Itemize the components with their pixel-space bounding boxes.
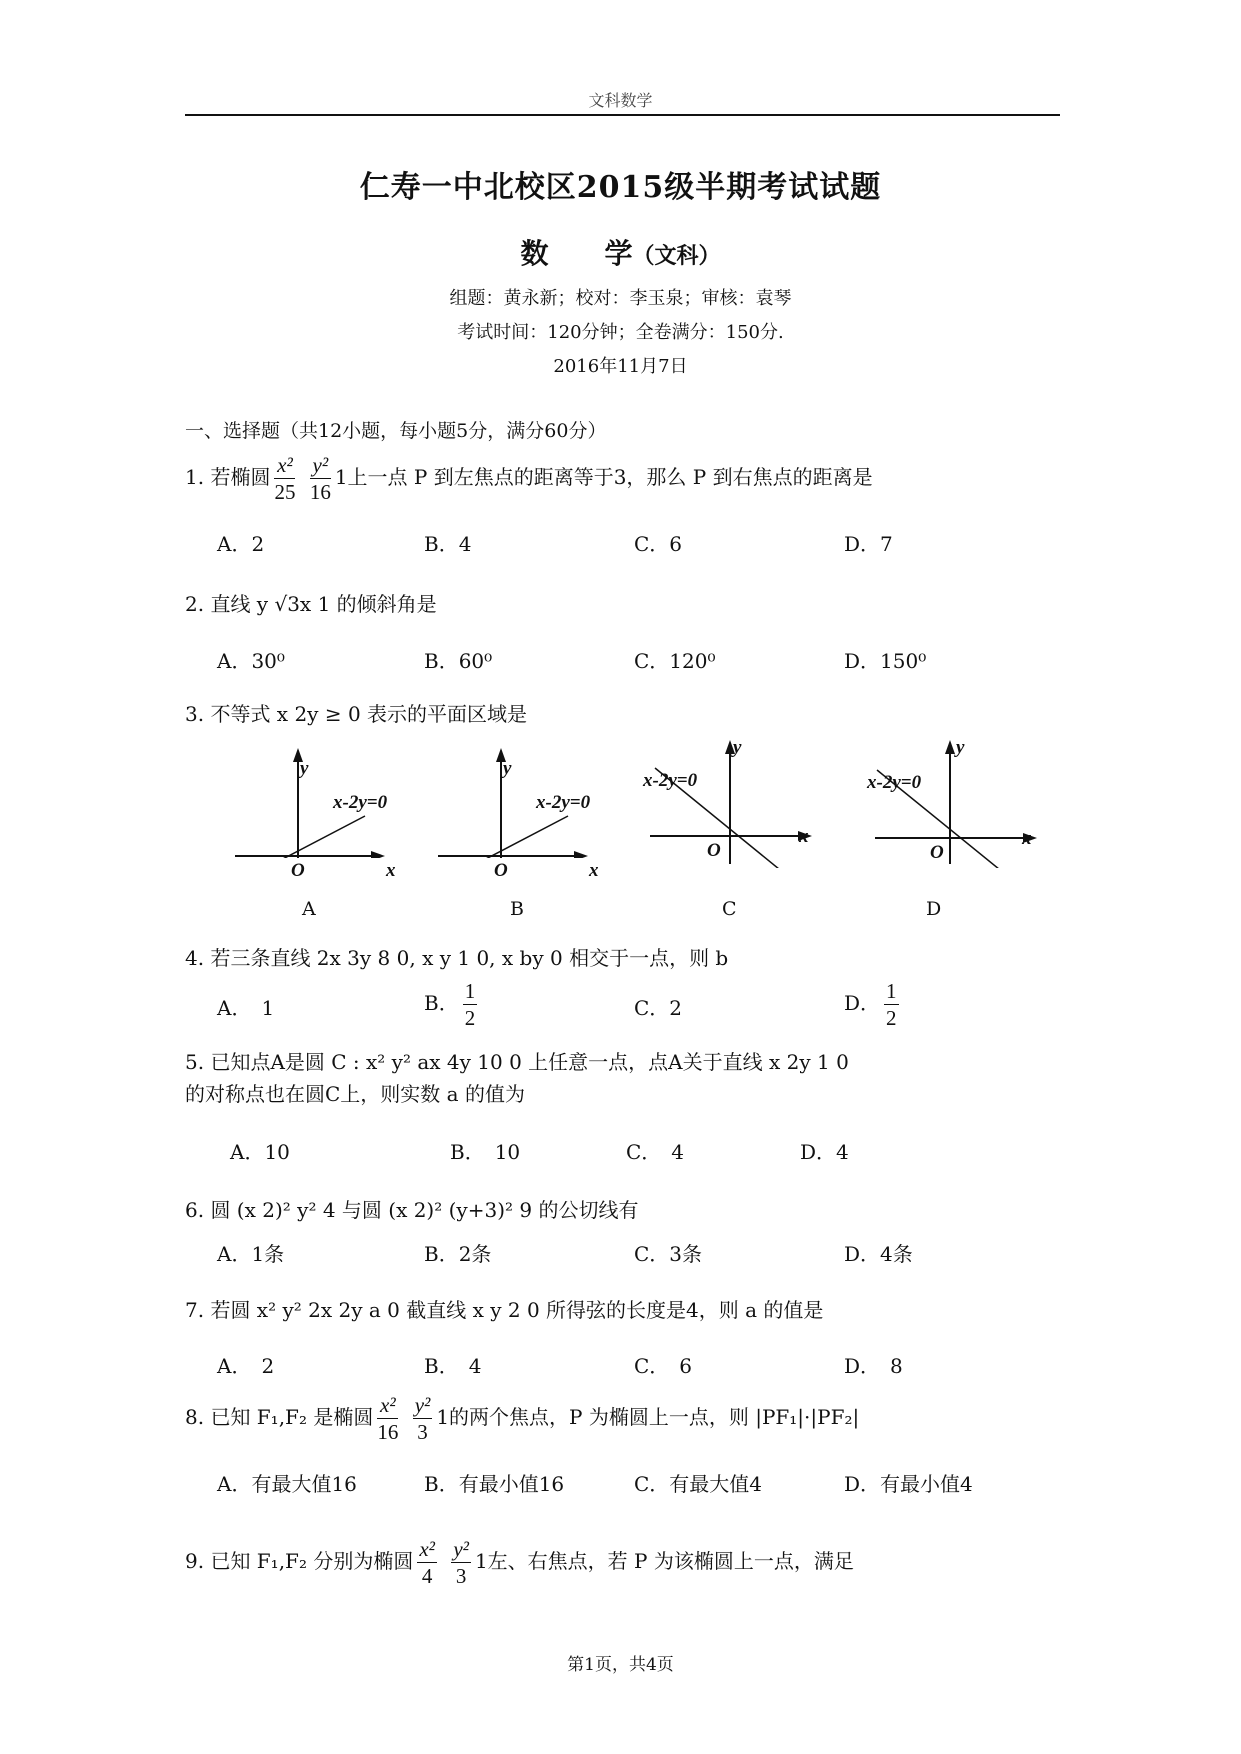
origin-label: O (930, 842, 944, 863)
option-a: A． 2 (217, 1354, 275, 1378)
axis-x-label: x (589, 860, 599, 881)
graph-b-label: B (510, 898, 524, 920)
question-9 (185, 1536, 854, 1589)
option-d: D．有最小值4 (844, 1472, 973, 1496)
fraction: $\frac{\text{x²}}{4}$ (419, 1537, 435, 1588)
axis-y-label: y (503, 758, 512, 779)
q-number: 2. (185, 592, 205, 616)
option-b: B．60⁰ (424, 649, 493, 673)
header-rule (185, 114, 1060, 116)
subject-suffix: （文科） (632, 243, 721, 269)
origin-label: O (494, 860, 508, 881)
q-text: 直线 y √3x 1 的倾斜角是 (210, 592, 437, 616)
question-8 (185, 1392, 859, 1445)
origin-label: O (707, 840, 721, 861)
axis-x-label: x (1022, 828, 1032, 849)
axis-y-label: y (300, 758, 309, 779)
option-d: D．150⁰ (844, 649, 927, 673)
q-text: 1上一点 P 到左焦点的距离等于3，那么 P 到右焦点的距离是 (334, 465, 873, 489)
option-b: B．4 (424, 532, 472, 556)
line-label: x-2y=0 (867, 772, 922, 793)
q-text: 若圆 x² y² 2x 2y a 0 截直线 x y 2 0 所得弦的长度是4，则 a 的值是 (210, 1298, 824, 1322)
graph-d (865, 738, 1045, 868)
q-number: 7. (185, 1298, 205, 1322)
question-2 (185, 588, 437, 617)
q-number: 1. (185, 465, 205, 489)
option-c: C．有最大值4 (634, 1472, 763, 1496)
line-label: x-2y=0 (643, 770, 698, 791)
q-number: 9. (185, 1549, 205, 1573)
fraction: $\frac{\text{y²}}{3}$ (414, 1393, 431, 1444)
option-d: D． $\frac{1}{2}$ (844, 979, 897, 1030)
line-label: x-2y=0 (536, 792, 591, 813)
subject-name: 数 学 (520, 237, 633, 270)
fraction: $\frac{1}{2}$ (464, 979, 476, 1030)
origin-label: O (291, 860, 305, 881)
option-b: B． 4 (424, 1354, 482, 1378)
option-b: B．有最小值16 (424, 1472, 565, 1496)
axis-y-label: y (733, 737, 742, 758)
page-footer: 第1页，共4页 (567, 1655, 674, 1675)
exam-info: 考试时间：120分钟；全卷满分：150分. (457, 322, 784, 343)
q-number: 4. (185, 946, 205, 970)
question-4 (185, 942, 728, 971)
question-3 (185, 698, 527, 727)
q-text: 1的两个焦点，P 为椭圆上一点，则 |PF₁|·|PF₂| (436, 1405, 860, 1429)
axis-x-label: x (799, 826, 809, 847)
question-1 (185, 452, 873, 505)
graph-a-label: A (302, 898, 316, 920)
option-c: C． 6 (634, 1354, 693, 1378)
q-number: 5. (185, 1050, 205, 1074)
q-text: 不等式 x 2y ≥ 0 表示的平面区域是 (210, 702, 528, 726)
q-text: 已知点A是圆 C : x² y² ax 4y 10 0 上任意一点，点A关于直线 x 2y 1 0 (210, 1050, 849, 1074)
option-d: D． 8 (844, 1354, 903, 1378)
question-5-cont: 的对称点也在圆C上，则实数 a 的值为 (185, 1082, 525, 1106)
option-b: B． $\frac{1}{2}$ (424, 979, 476, 1030)
fraction: $\frac{\text{x²}}{16}$ (377, 1393, 399, 1444)
option-a: A．10 (230, 1140, 290, 1164)
option-d: D．4 (800, 1140, 849, 1164)
axis-x-label: x (386, 860, 396, 881)
q-text: 1左、右焦点，若 P 为该椭圆上一点，满足 (474, 1549, 854, 1573)
q-number: 6. (185, 1198, 205, 1222)
exam-title: 仁寿一中北校区2015级半期考试试题 (359, 170, 882, 205)
graph-d-label: D (926, 898, 942, 920)
option-b: B． 10 (450, 1140, 521, 1164)
option-c: C．3条 (634, 1242, 703, 1266)
q-text: 已知 F₁,F₂ 分别为椭圆 (210, 1549, 414, 1573)
option-a: A．有最大值16 (217, 1472, 357, 1496)
fraction: $\frac{\text{y²}}{16}$ (309, 453, 331, 504)
q-number: 8. (185, 1405, 205, 1429)
option-d: D．4条 (844, 1242, 913, 1266)
line-label: x-2y=0 (333, 792, 388, 813)
option-a: A．1条 (217, 1242, 285, 1266)
option-c: C．120⁰ (634, 649, 716, 673)
running-header: 文科数学 (588, 91, 653, 110)
option-d: D．7 (844, 532, 893, 556)
option-b: B．2条 (424, 1242, 492, 1266)
axis-y-label: y (956, 737, 965, 758)
question-6 (185, 1194, 638, 1223)
fraction: $\frac{\text{y²}}{3}$ (453, 1537, 469, 1588)
option-c: C．6 (634, 532, 683, 556)
section-title: 一、选择题（共12小题，每小题5分，满分60分） (185, 420, 607, 442)
question-5 (185, 1046, 849, 1075)
option-a: A．30⁰ (217, 649, 285, 673)
option-a: A． 1 (217, 996, 275, 1020)
q-number: 3. (185, 702, 205, 726)
q-text: 圆 (x 2)² y² 4 与圆 (x 2)² (y+3)² 9 的公切线有 (210, 1198, 639, 1222)
option-a: A．2 (217, 532, 265, 556)
fraction: $\frac{\text{x²}}{25}$ (274, 453, 296, 504)
q-text: 若三条直线 2x 3y 8 0, x y 1 0, x by 0 相交于一点，则 b (210, 946, 729, 970)
staff-line: 组题：黄永新；校对：李玉泉；审核：袁琴 (449, 288, 792, 309)
q-text: 若椭圆 (210, 465, 271, 489)
fraction: $\frac{1}{2}$ (886, 979, 897, 1030)
exam-date: 2016年11月7日 (553, 356, 688, 377)
graph-c-label: C (722, 898, 737, 920)
graph-c (640, 738, 820, 868)
subject-title (0, 232, 1241, 272)
option-c: C．2 (634, 996, 683, 1020)
option-c: C． 4 (626, 1140, 685, 1164)
question-7 (185, 1294, 823, 1323)
q-text: 已知 F₁,F₂ 是椭圆 (210, 1405, 374, 1429)
